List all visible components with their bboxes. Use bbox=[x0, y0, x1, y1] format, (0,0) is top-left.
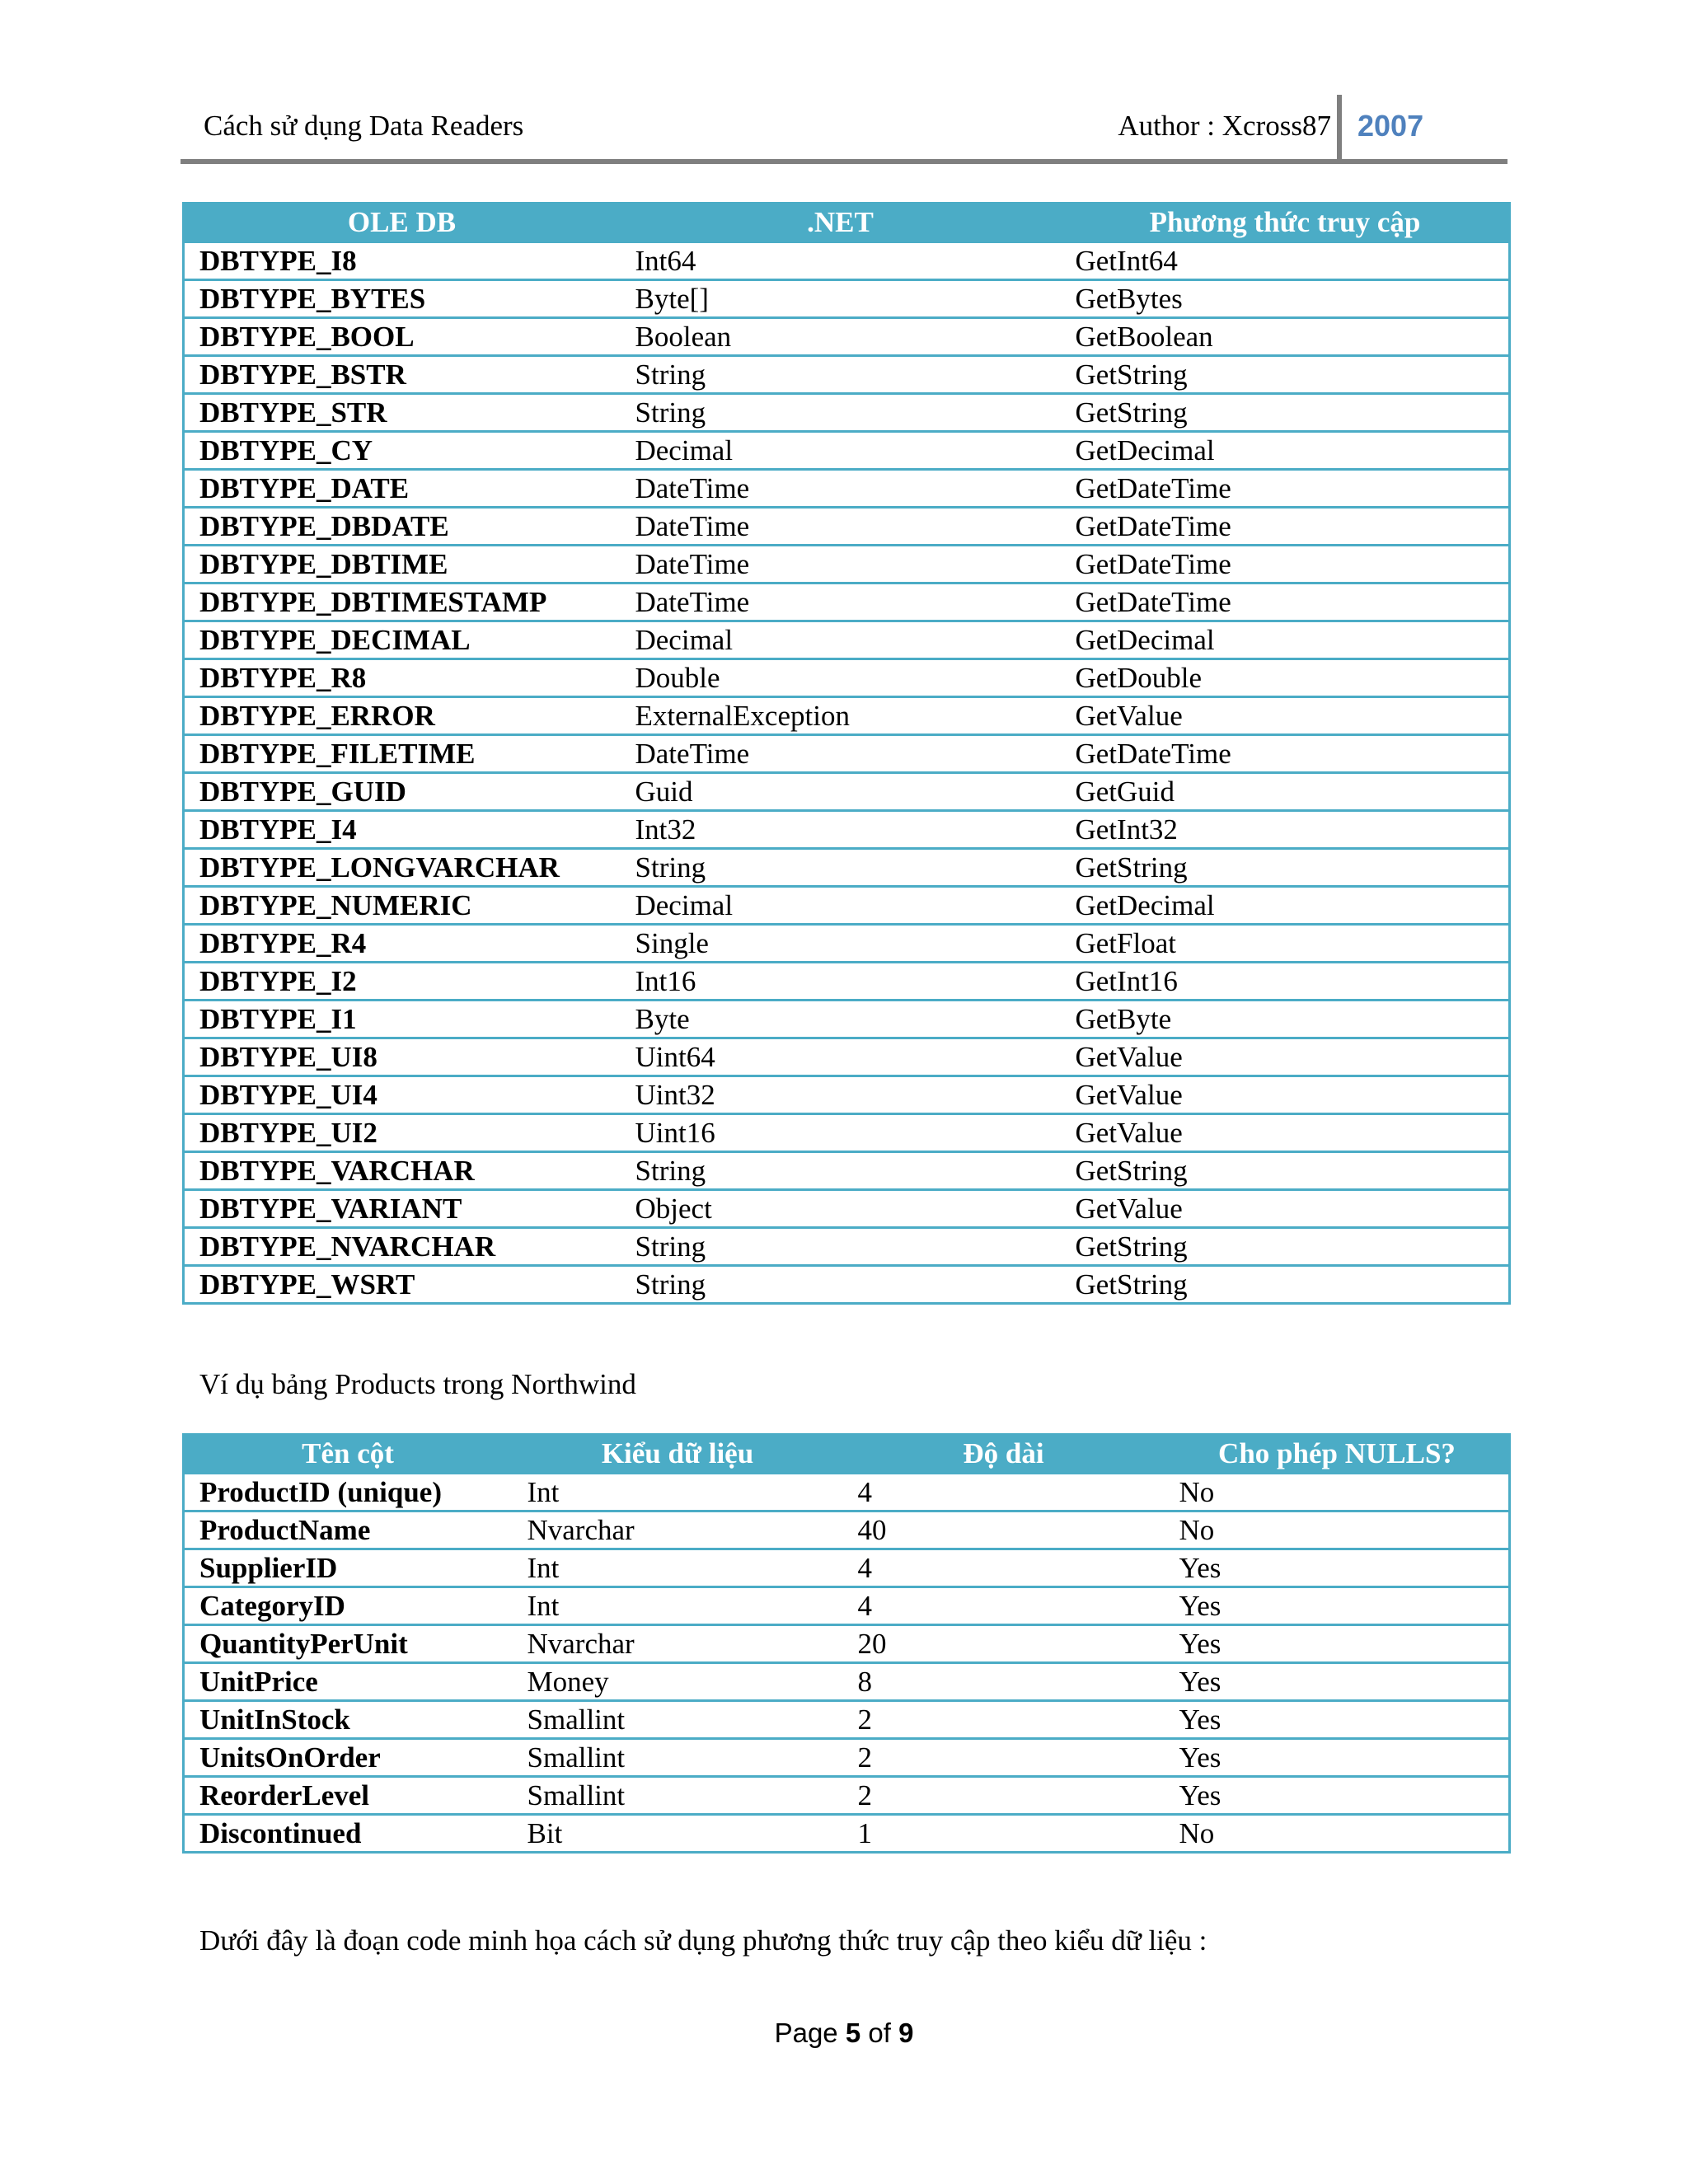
table-cell: DBTYPE_VARIANT bbox=[184, 1190, 621, 1228]
column-header: OLE DB bbox=[184, 204, 621, 242]
table-cell: No bbox=[1165, 1511, 1510, 1549]
table-cell: SupplierID bbox=[184, 1549, 513, 1587]
table-cell: ExternalException bbox=[621, 697, 1061, 735]
table-row bbox=[184, 1038, 1510, 1076]
table-cell: GetDateTime bbox=[1061, 735, 1510, 773]
page-footer bbox=[0, 2018, 1688, 2049]
table-row bbox=[184, 1511, 1510, 1549]
table-cell: Yes bbox=[1165, 1663, 1510, 1701]
table-cell: GetDecimal bbox=[1061, 887, 1510, 925]
column-header: Kiểu dữ liệu bbox=[513, 1435, 843, 1474]
table-cell: DBTYPE_I1 bbox=[184, 1001, 621, 1038]
table-cell: GetValue bbox=[1061, 697, 1510, 735]
products-schema-table bbox=[182, 1433, 1511, 1854]
table-cell: DBTYPE_WSRT bbox=[184, 1266, 621, 1304]
table-cell: Decimal bbox=[621, 887, 1061, 925]
table-cell: GetInt64 bbox=[1061, 242, 1510, 280]
table-cell: GetValue bbox=[1061, 1190, 1510, 1228]
table-row bbox=[184, 659, 1510, 697]
table-cell: Byte bbox=[621, 1001, 1061, 1038]
table-cell: Boolean bbox=[621, 318, 1061, 356]
table-cell: Int32 bbox=[621, 811, 1061, 849]
table-cell: Yes bbox=[1165, 1587, 1510, 1625]
table-row bbox=[184, 963, 1510, 1001]
table-cell: 8 bbox=[843, 1663, 1165, 1701]
table-cell: UnitPrice bbox=[184, 1663, 513, 1701]
table-cell: ProductName bbox=[184, 1511, 513, 1549]
table-cell: ReorderLevel bbox=[184, 1777, 513, 1815]
table-row bbox=[184, 1228, 1510, 1266]
table-cell: DBTYPE_LONGVARCHAR bbox=[184, 849, 621, 887]
table-cell: No bbox=[1165, 1474, 1510, 1511]
table-cell: GetDecimal bbox=[1061, 621, 1510, 659]
table-row bbox=[184, 242, 1510, 280]
table-row bbox=[184, 432, 1510, 470]
code-intro-text: Dưới đây là đoạn code minh họa cách sử dụng phương thức truy cập theo kiểu dữ liệu : bbox=[199, 1924, 1207, 1957]
table-cell: GetString bbox=[1061, 1228, 1510, 1266]
table-cell: Double bbox=[621, 659, 1061, 697]
document-title: Cách sử dụng Data Readers bbox=[204, 110, 524, 142]
table-cell: 2 bbox=[843, 1701, 1165, 1739]
table-cell: GetInt16 bbox=[1061, 963, 1510, 1001]
table-cell: Uint32 bbox=[621, 1076, 1061, 1114]
table-cell: DBTYPE_ERROR bbox=[184, 697, 621, 735]
table-cell: DBTYPE_R8 bbox=[184, 659, 621, 697]
table-row bbox=[184, 318, 1510, 356]
table-row bbox=[184, 773, 1510, 811]
table-cell: Guid bbox=[621, 773, 1061, 811]
table-cell: DBTYPE_R4 bbox=[184, 925, 621, 963]
table-row bbox=[184, 508, 1510, 546]
table-cell: DBTYPE_NVARCHAR bbox=[184, 1228, 621, 1266]
table-row bbox=[184, 887, 1510, 925]
table-row bbox=[184, 1001, 1510, 1038]
table-row bbox=[184, 1076, 1510, 1114]
table-cell: Yes bbox=[1165, 1701, 1510, 1739]
table-cell: Int bbox=[513, 1549, 843, 1587]
table-cell: DBTYPE_VARCHAR bbox=[184, 1152, 621, 1190]
table-cell: Bit bbox=[513, 1815, 843, 1853]
table-cell: DateTime bbox=[621, 546, 1061, 583]
table-cell: GetDateTime bbox=[1061, 470, 1510, 508]
column-header: Cho phép NULLS? bbox=[1165, 1435, 1510, 1474]
table-cell: 2 bbox=[843, 1777, 1165, 1815]
table-cell: UnitInStock bbox=[184, 1701, 513, 1739]
table-row bbox=[184, 1266, 1510, 1304]
table-cell: Yes bbox=[1165, 1549, 1510, 1587]
table-cell: GetValue bbox=[1061, 1114, 1510, 1152]
table-header-row bbox=[184, 1435, 1510, 1474]
table-row bbox=[184, 394, 1510, 432]
table-row bbox=[184, 811, 1510, 849]
table-cell: GetDouble bbox=[1061, 659, 1510, 697]
table-cell: 2 bbox=[843, 1739, 1165, 1777]
table-header-row bbox=[184, 204, 1510, 242]
table-cell: GetBoolean bbox=[1061, 318, 1510, 356]
of-word: of bbox=[868, 2018, 891, 2048]
column-header: Phương thức truy cập bbox=[1061, 204, 1510, 242]
table-cell: 4 bbox=[843, 1474, 1165, 1511]
table-cell: DBTYPE_DECIMAL bbox=[184, 621, 621, 659]
table-row bbox=[184, 546, 1510, 583]
type-mapping-table bbox=[182, 202, 1511, 1305]
page-header bbox=[181, 95, 1507, 162]
table-cell: Int bbox=[513, 1474, 843, 1511]
products-intro-text: Ví dụ bảng Products trong Northwind bbox=[199, 1368, 636, 1400]
table-cell: Int64 bbox=[621, 242, 1061, 280]
header-rule bbox=[181, 159, 1507, 164]
table-cell: DBTYPE_DBTIME bbox=[184, 546, 621, 583]
table-cell: Int bbox=[513, 1587, 843, 1625]
table-cell: DBTYPE_DBTIMESTAMP bbox=[184, 583, 621, 621]
table-row bbox=[184, 1587, 1510, 1625]
table-cell: 4 bbox=[843, 1549, 1165, 1587]
table-cell: DateTime bbox=[621, 735, 1061, 773]
column-header: .NET bbox=[621, 204, 1061, 242]
table-cell: DateTime bbox=[621, 470, 1061, 508]
table-cell: DBTYPE_UI4 bbox=[184, 1076, 621, 1114]
table-row bbox=[184, 1663, 1510, 1701]
table-cell: Uint16 bbox=[621, 1114, 1061, 1152]
table-cell: DBTYPE_STR bbox=[184, 394, 621, 432]
table-cell: 40 bbox=[843, 1511, 1165, 1549]
table-cell: DateTime bbox=[621, 508, 1061, 546]
table-row bbox=[184, 1114, 1510, 1152]
table-cell: Decimal bbox=[621, 432, 1061, 470]
table-row bbox=[184, 1474, 1510, 1511]
table-row bbox=[184, 1549, 1510, 1587]
table-row bbox=[184, 1815, 1510, 1853]
table-row bbox=[184, 356, 1510, 394]
table-cell: GetInt32 bbox=[1061, 811, 1510, 849]
table-cell: Byte[] bbox=[621, 280, 1061, 318]
table-row bbox=[184, 849, 1510, 887]
table-cell: Int16 bbox=[621, 963, 1061, 1001]
page-word: Page bbox=[774, 2018, 838, 2048]
table-cell: DBTYPE_BSTR bbox=[184, 356, 621, 394]
table-cell: ProductID (unique) bbox=[184, 1474, 513, 1511]
table-cell: Smallint bbox=[513, 1777, 843, 1815]
table-cell: GetString bbox=[1061, 394, 1510, 432]
table-cell: String bbox=[621, 1266, 1061, 1304]
table-cell: DBTYPE_BOOL bbox=[184, 318, 621, 356]
table-cell: GetString bbox=[1061, 356, 1510, 394]
table-cell: String bbox=[621, 356, 1061, 394]
table-row bbox=[184, 280, 1510, 318]
table-cell: Yes bbox=[1165, 1739, 1510, 1777]
table-cell: DBTYPE_GUID bbox=[184, 773, 621, 811]
table-row bbox=[184, 697, 1510, 735]
table-cell: DBTYPE_FILETIME bbox=[184, 735, 621, 773]
table-row bbox=[184, 1701, 1510, 1739]
author-label: Author : Xcross87 bbox=[1118, 110, 1331, 142]
table-row bbox=[184, 1777, 1510, 1815]
table-cell: DBTYPE_NUMERIC bbox=[184, 887, 621, 925]
table-cell: Uint64 bbox=[621, 1038, 1061, 1076]
header-separator bbox=[1337, 95, 1342, 159]
table-cell: String bbox=[621, 1152, 1061, 1190]
page-total: 9 bbox=[898, 2018, 914, 2048]
table-row bbox=[184, 1739, 1510, 1777]
table-cell: GetDateTime bbox=[1061, 508, 1510, 546]
table-row bbox=[184, 621, 1510, 659]
table-row bbox=[184, 925, 1510, 963]
table-row bbox=[184, 583, 1510, 621]
table-cell: GetString bbox=[1061, 849, 1510, 887]
table-cell: GetString bbox=[1061, 1266, 1510, 1304]
table-cell: GetBytes bbox=[1061, 280, 1510, 318]
table-cell: 20 bbox=[843, 1625, 1165, 1663]
table-cell: DBTYPE_DATE bbox=[184, 470, 621, 508]
table-cell: CategoryID bbox=[184, 1587, 513, 1625]
table-cell: Single bbox=[621, 925, 1061, 963]
table-cell: Yes bbox=[1165, 1777, 1510, 1815]
table-cell: Decimal bbox=[621, 621, 1061, 659]
table-cell: GetFloat bbox=[1061, 925, 1510, 963]
table-cell: String bbox=[621, 1228, 1061, 1266]
header-year: 2007 bbox=[1357, 109, 1424, 143]
table-cell: DBTYPE_UI8 bbox=[184, 1038, 621, 1076]
table-cell: Object bbox=[621, 1190, 1061, 1228]
table-cell: QuantityPerUnit bbox=[184, 1625, 513, 1663]
table-cell: 1 bbox=[843, 1815, 1165, 1853]
column-header: Độ dài bbox=[843, 1435, 1165, 1474]
table-row bbox=[184, 735, 1510, 773]
table-cell: Nvarchar bbox=[513, 1511, 843, 1549]
table-cell: Smallint bbox=[513, 1739, 843, 1777]
table-cell: Discontinued bbox=[184, 1815, 513, 1853]
table-cell: Nvarchar bbox=[513, 1625, 843, 1663]
table-cell: GetDateTime bbox=[1061, 583, 1510, 621]
table-cell: 4 bbox=[843, 1587, 1165, 1625]
table-cell: Smallint bbox=[513, 1701, 843, 1739]
table-row bbox=[184, 1190, 1510, 1228]
table-cell: DBTYPE_UI2 bbox=[184, 1114, 621, 1152]
table-cell: DBTYPE_DBDATE bbox=[184, 508, 621, 546]
table-cell: DBTYPE_I8 bbox=[184, 242, 621, 280]
table-cell: GetValue bbox=[1061, 1076, 1510, 1114]
table-cell: DBTYPE_BYTES bbox=[184, 280, 621, 318]
table-cell: GetDecimal bbox=[1061, 432, 1510, 470]
table-row bbox=[184, 1152, 1510, 1190]
table-cell: String bbox=[621, 394, 1061, 432]
table-cell: Yes bbox=[1165, 1625, 1510, 1663]
table-cell: No bbox=[1165, 1815, 1510, 1853]
column-header: Tên cột bbox=[184, 1435, 513, 1474]
table-cell: DBTYPE_CY bbox=[184, 432, 621, 470]
table-cell: String bbox=[621, 849, 1061, 887]
table-cell: GetDateTime bbox=[1061, 546, 1510, 583]
table-cell: DateTime bbox=[621, 583, 1061, 621]
table-cell: Money bbox=[513, 1663, 843, 1701]
table-row bbox=[184, 1625, 1510, 1663]
table-cell: GetValue bbox=[1061, 1038, 1510, 1076]
table-cell: GetGuid bbox=[1061, 773, 1510, 811]
table-cell: DBTYPE_I2 bbox=[184, 963, 621, 1001]
table-cell: GetByte bbox=[1061, 1001, 1510, 1038]
table-cell: DBTYPE_I4 bbox=[184, 811, 621, 849]
page-number: 5 bbox=[845, 2018, 861, 2048]
table-cell: GetString bbox=[1061, 1152, 1510, 1190]
table-row bbox=[184, 470, 1510, 508]
table-cell: UnitsOnOrder bbox=[184, 1739, 513, 1777]
